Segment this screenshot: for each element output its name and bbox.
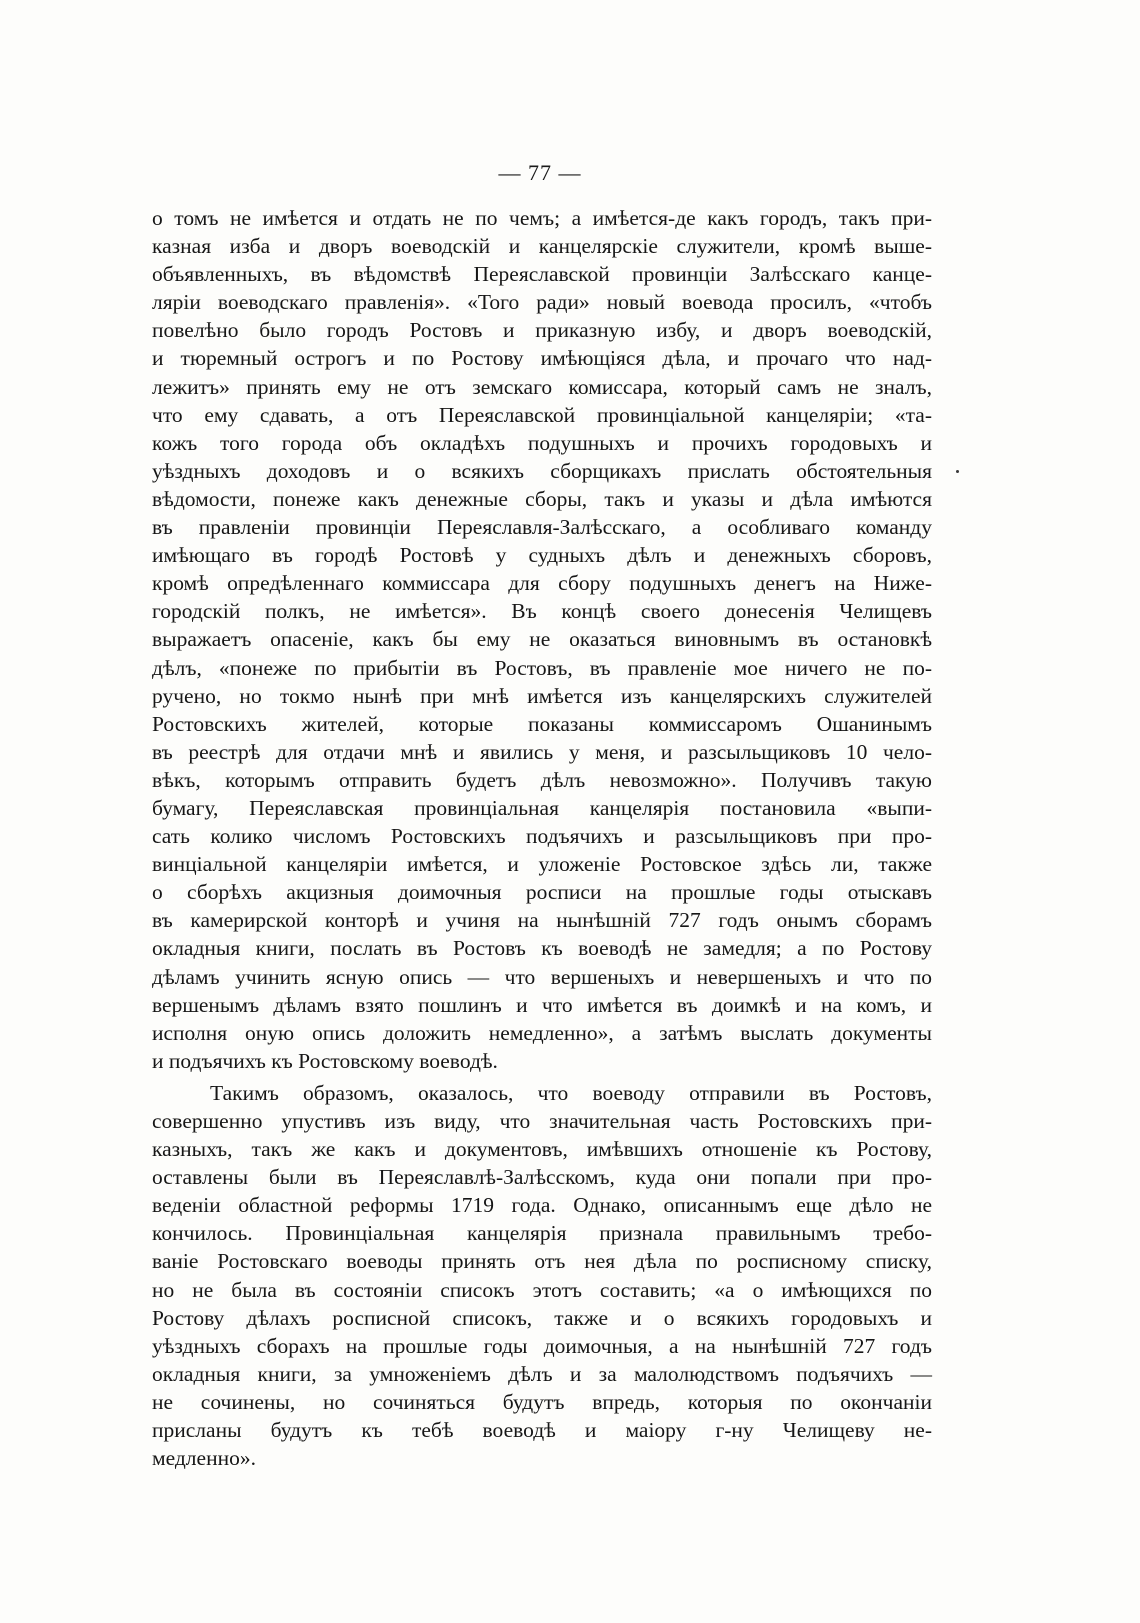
text-line: ляріи воеводскаго правленія». «Того ради» новый воевода просилъ, «чтобъ (152, 290, 932, 315)
page-number: — 77 — (498, 160, 582, 185)
text-line: въ реестрѣ для отдачи мнѣ и явились у меня, и разсыльщиковъ 10 чело- (152, 739, 932, 764)
text-line: веденіи областной реформы 1719 года. Однако, описаннымъ еще дѣло не (152, 1193, 932, 1218)
text-line: бумагу, Переяславская провинціальная канцелярія постановила «выпи- (152, 795, 932, 820)
text-line: оставлены были въ Переяславлѣ-Залѣсскомъ, куда они попали при про- (152, 1165, 932, 1190)
text-line: повелѣно было городъ Ростовъ и приказную избу, и дворъ воеводскій, (152, 318, 932, 343)
text-line: что ему сдавать, а отъ Переяславской провинціальной канцеляріи; «та- (152, 402, 932, 427)
text-line: Ростову дѣлахъ росписной списокъ, также и о всякихъ городовыхъ и (152, 1305, 932, 1330)
text-line: и подъячихъ къ Ростовскому воеводѣ. (152, 1048, 498, 1073)
text-line: уѣздныхъ доходовъ и о всякихъ сборщикахъ прислать обстоятельныя (152, 458, 932, 483)
text-line: казная изба и дворъ воеводскій и канцелярскіе служители, кромѣ выше- (152, 234, 932, 259)
text-line: кромѣ опредѣленнаго коммиссара для сбору подушныхъ денегъ на Ниже- (152, 571, 932, 596)
paragraph-1 (152, 204, 932, 1075)
text-line: исполня оную опись доложить немедленно», а затѣмъ выслать документы (152, 1020, 932, 1045)
text-line: Такимъ образомъ, оказалось, что воеводу отправили въ Ростовъ, (210, 1080, 932, 1105)
text-line: городскій полкъ, не имѣется». Въ концѣ своего донесенія Челищевъ (152, 599, 932, 624)
text-line: вѣкъ, которымъ отправить будетъ дѣлъ невозможно». Получивъ такую (152, 767, 932, 792)
text-line: медленно». (152, 1446, 256, 1471)
text-line: кончилось. Провинціальная канцелярія признала правильнымъ требо- (152, 1221, 932, 1246)
text-line: окладныя книги, послать въ Ростовъ къ воеводѣ не замедля; а по Ростову (152, 936, 932, 961)
text-line: ручено, но токмо нынѣ при мнѣ имѣется изъ канцелярскихъ служителей (152, 683, 932, 708)
text-line: винціальной канцеляріи имѣется, и уложеніе Ростовское здѣсь ли, также (152, 852, 932, 877)
text-line: окладныя книги, за умноженіемъ дѣлъ и за малолюдствомъ подъячихъ — (152, 1361, 932, 1386)
text-line: присланы будутъ къ тебѣ воеводѣ и маіору г-ну Челищеву не- (152, 1418, 932, 1443)
text-line: о сборѣхъ акцизныя доимочныя росписи на прошлые годы отыскавъ (152, 880, 932, 905)
text-line: совершенно упустивъ изъ виду, что значительная часть Ростовскихъ при- (152, 1109, 932, 1133)
text-line: сать колико числомъ Ростовскихъ подъячихъ и разсыльщиковъ при про- (152, 824, 932, 849)
body-text (152, 204, 932, 1472)
text-line: въ камерирской конторѣ и учиня на нынѣшній 727 годъ онымъ сборамъ (152, 908, 932, 933)
text-line: имѣющаго въ городѣ Ростовѣ у судныхъ дѣлъ и денежныхъ сборовъ, (152, 543, 932, 568)
text-line: кожъ того города объ окладѣхъ подушныхъ и прочихъ городовыхъ и (152, 430, 932, 455)
text-line: и тюремный острогъ и по Ростову имѣющіяся дѣла, и прочаго что над- (152, 346, 932, 371)
text-line: вершенымъ дѣламъ взято пошлинъ и что имѣется въ доимкѣ и на комъ, и (152, 992, 932, 1017)
scan-speck (956, 470, 959, 473)
text-line: объявленныхъ, въ вѣдомствѣ Переяславской провинціи Залѣсскаго канце- (152, 262, 932, 287)
text-line: дѣламъ учинить ясную опись — что вершеныхъ и невершеныхъ и что по (152, 964, 932, 989)
text-line: уѣздныхъ сборахъ на прошлые годы доимочныя, а на нынѣшній 727 годъ (152, 1333, 932, 1358)
text-line: лежитъ» принять ему не отъ земскаго комиссара, который самъ не зналъ, (152, 374, 932, 399)
text-line: казныхъ, такъ же какъ и документовъ, имѣвшихъ отношеніе къ Ростову, (152, 1137, 932, 1162)
text-line: выражаетъ опасеніе, какъ бы ему не оказаться виновнымъ въ остановкѣ (152, 627, 932, 652)
text-line: Ростовскихъ жителей, которые показаны коммиссаромъ Ошанинымъ (152, 711, 932, 736)
text-line: не сочинены, но сочиняться будутъ впредь, которыя по окончаніи (152, 1389, 932, 1414)
text-line: ваніе Ростовскаго воеводы принять отъ нея дѣла по росписному списку, (152, 1249, 932, 1274)
text-line: вѣдомости, понеже какъ денежные сборы, такъ и указы и дѣла имѣются (152, 486, 932, 511)
text-line: въ правленіи провинціи Переяславля-Залѣсскаго, а особливаго команду (152, 515, 932, 540)
text-line: о томъ не имѣется и отдать не по чемъ; а имѣется-де какъ городъ, такъ при- (152, 206, 932, 230)
paragraph-2 (152, 1079, 932, 1472)
text-line: дѣлъ, «понеже по прибытіи въ Ростовъ, въ правленіе мое ничего не по- (152, 655, 932, 680)
text-line: но не была въ состояніи списокъ этотъ составить; «а о имѣющихся по (152, 1277, 932, 1302)
